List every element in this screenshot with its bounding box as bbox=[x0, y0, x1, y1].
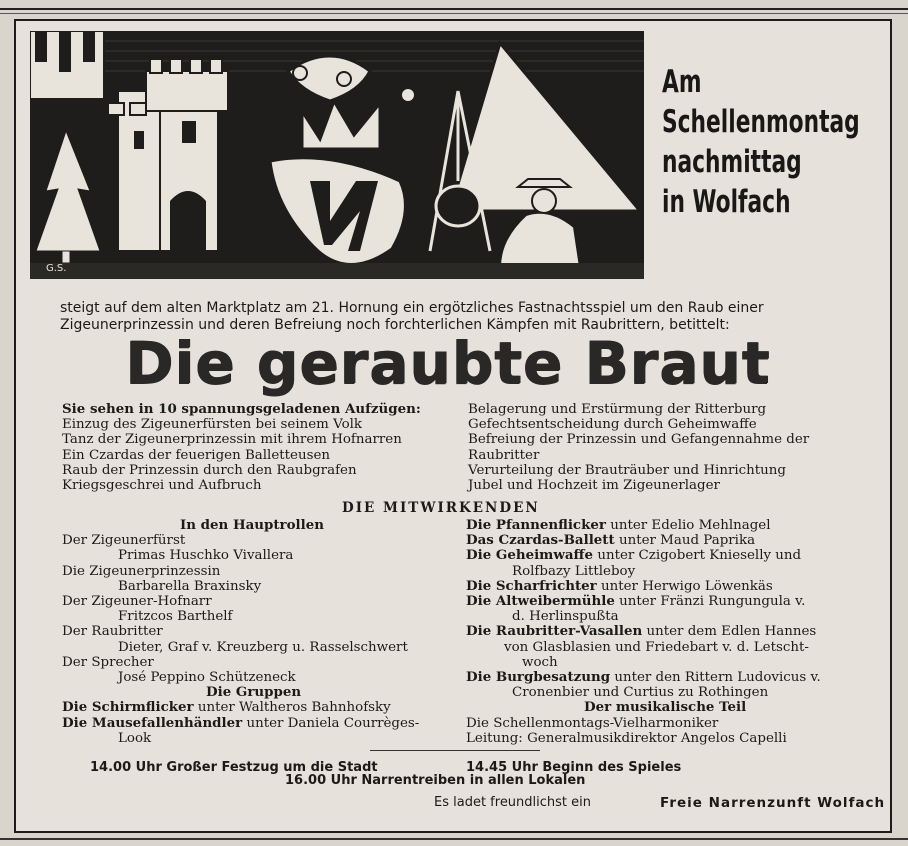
group-name: Die Pfannenflicker bbox=[466, 517, 606, 533]
group-name: Die Geheimwaffe bbox=[466, 547, 594, 564]
cast-left-column bbox=[62, 518, 462, 746]
acts-heading: Sie sehen in 10 spannungsgeladenen Aufzügen: bbox=[62, 401, 421, 417]
group-leader: unter Czigobert Knieselly und bbox=[593, 548, 802, 564]
group-leader: unter Maud Paprika bbox=[614, 533, 756, 549]
acts-right-column bbox=[468, 402, 868, 493]
headline bbox=[662, 62, 887, 222]
top-rule bbox=[0, 8, 908, 10]
group-continuation: Rolfbazy Littleboy bbox=[512, 563, 636, 579]
group-entry bbox=[62, 716, 462, 731]
schedule-narrentreiben: 16.00 Uhr Narrentreiben in allen Lokalen bbox=[285, 773, 586, 788]
act-item: Jubel und Hochzeit im Zigeunerlager bbox=[468, 478, 720, 494]
gruppen-heading: Die Gruppen bbox=[206, 684, 302, 701]
invitation-text: Es ladet freundlichst ein bbox=[434, 795, 592, 810]
headline-line: in Wolfach bbox=[662, 184, 791, 220]
actor-name: Fritzcos Barthelf bbox=[118, 609, 233, 625]
schedule-spielbeginn: 14.45 Uhr Beginn des Spieles bbox=[466, 760, 682, 775]
group-name: Die Schirmflicker bbox=[62, 699, 194, 716]
role-name: Der Zigeunerfürst bbox=[62, 533, 186, 549]
group-entry bbox=[466, 670, 866, 685]
role-name: Der Zigeuner-Hofnarr bbox=[62, 594, 212, 610]
group-entry bbox=[466, 579, 866, 594]
group-name: Die Burgbesatzung bbox=[466, 669, 611, 686]
hauptrollen-heading: In den Hauptrollen bbox=[180, 517, 324, 533]
group-leader: unter Fränzi Rungungula v. bbox=[614, 594, 806, 610]
music-line: Leitung: Generalmusikdirektor Angelos Capelli bbox=[466, 730, 787, 746]
illustration-svg bbox=[30, 31, 644, 279]
section-divider bbox=[370, 750, 540, 751]
actor-name: Primas Huschko Vivallera bbox=[118, 548, 294, 564]
group-continuation: woch bbox=[522, 654, 558, 670]
cast-heading: DIE MITWIRKENDEN bbox=[342, 500, 540, 516]
group-leader: unter Daniela Courrèges- bbox=[242, 715, 420, 731]
role-name: Der Sprecher bbox=[62, 654, 154, 670]
act-item: Verurteilung der Brauträuber und Hinrichtung bbox=[468, 462, 786, 478]
group-leader: unter Waltheros Bahnhofsky bbox=[193, 700, 391, 716]
group-leader: unter dem Edlen Hannes bbox=[642, 624, 817, 640]
headline-line: Am bbox=[662, 64, 702, 100]
actor-name: Dieter, Graf v. Kreuzberg u. Rasselschwert bbox=[118, 639, 408, 655]
group-continuation: Cronenbier und Curtius zu Rothingen bbox=[512, 685, 769, 701]
music-line: Die Schellenmontags-Vielharmoniker bbox=[466, 715, 719, 731]
headline-line: nachmittag bbox=[662, 144, 802, 180]
artist-signature: G.S. bbox=[46, 263, 67, 274]
bottom-rule bbox=[0, 838, 908, 840]
group-entry bbox=[466, 624, 866, 639]
intro-line: Zigeunerprinzessin und deren Befreiung noch forchterlichen Kämpfen mit Raubrittern, betittelt: bbox=[60, 317, 730, 333]
group-continuation: d. Herlinspußta bbox=[512, 609, 619, 625]
actor-name: Barbarella Braxinsky bbox=[118, 578, 262, 594]
club-name: Freie Narrenzunft Wolfach bbox=[660, 795, 886, 811]
top-rule-thin bbox=[0, 13, 908, 14]
act-item: Einzug des Zigeunerfürsten bei seinem Volk bbox=[62, 417, 363, 433]
act-item: Raub der Prinzessin durch den Raubgrafen bbox=[62, 462, 357, 478]
group-entry bbox=[466, 518, 866, 533]
woodcut-illustration bbox=[30, 31, 644, 279]
group-entry bbox=[466, 548, 866, 563]
act-item: Ein Czardas der feuerigen Balletteusen bbox=[62, 447, 330, 463]
group-name: Das Czardas-Ballett bbox=[466, 532, 615, 549]
act-item: Gefechtsentscheidung durch Geheimwaffe bbox=[468, 417, 757, 433]
group-leader: unter Herwigo Löwenkäs bbox=[596, 578, 773, 594]
act-item: Kriegsgeschrei und Aufbruch bbox=[62, 478, 262, 494]
group-entry bbox=[62, 700, 462, 715]
act-item: Raubritter bbox=[468, 447, 540, 463]
acts-left-column bbox=[62, 402, 462, 493]
intro-line: steigt auf dem alten Marktplatz am 21. Hornung ein ergötzliches Fastnachtsspiel um den Raub einer bbox=[60, 300, 764, 316]
role-name: Der Raubritter bbox=[62, 624, 163, 640]
schedule-festzug: 14.00 Uhr Großer Festzug um die Stadt bbox=[90, 760, 378, 775]
group-continuation: Look bbox=[118, 730, 152, 746]
group-leader: unter Edelio Mehlnagel bbox=[605, 518, 771, 533]
cast-right-column bbox=[466, 518, 866, 746]
group-entry bbox=[466, 594, 866, 609]
actor-name: José Peppino Schützeneck bbox=[118, 670, 296, 686]
group-leader: unter den Rittern Ludovicus v. bbox=[610, 670, 821, 686]
group-name: Die Altweibermühle bbox=[466, 593, 615, 610]
headline-line: Schellenmontag bbox=[662, 104, 860, 140]
group-continuation: von Glasblasien und Friedebart v. d. Letscht- bbox=[504, 639, 809, 655]
group-name: Die Mausefallenhändler bbox=[62, 714, 243, 731]
act-item: Belagerung und Erstürmung der Ritterburg bbox=[468, 402, 767, 417]
music-heading: Der musikalische Teil bbox=[584, 699, 747, 716]
act-item: Befreiung der Prinzessin und Gefangennahme der bbox=[468, 432, 810, 448]
act-item: Tanz der Zigeunerprinzessin mit ihrem Hofnarren bbox=[62, 432, 402, 448]
role-name: Die Zigeunerprinzessin bbox=[62, 563, 221, 579]
group-name: Die Scharfrichter bbox=[466, 577, 597, 594]
group-entry bbox=[466, 533, 866, 548]
play-title: Die geraubte Braut bbox=[125, 329, 771, 397]
group-name: Die Raubritter-Vasallen bbox=[466, 623, 643, 640]
